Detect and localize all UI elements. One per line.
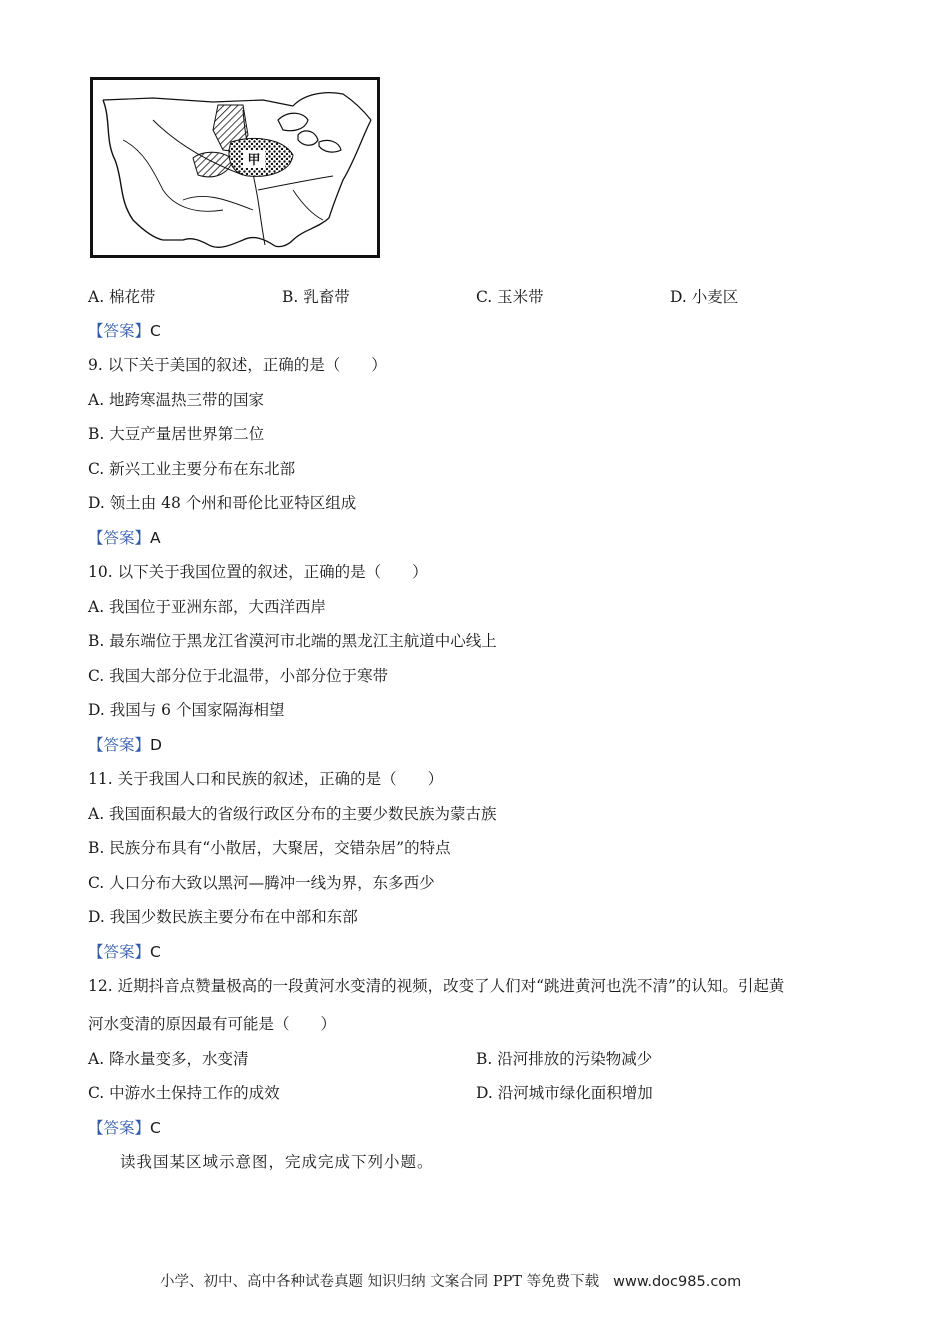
q12-option-b: B. 沿河排放的污染物减少: [476, 1050, 653, 1068]
footer-text: 小学、初中、高中各种试卷真题 知识归纳 文案合同 PPT 等免费下载: [160, 1274, 600, 1290]
answer-tag: 【答案】: [88, 736, 151, 754]
q8-option-a: A. 棉花带: [88, 288, 156, 306]
answer-value: A: [150, 529, 161, 547]
answer-value: D: [150, 736, 162, 754]
q12-option-a: A. 降水量变多，水变清: [88, 1050, 249, 1068]
q9-option-c: C. 新兴工业主要分布在东北部: [88, 460, 296, 478]
q11-option-b: B. 民族分布具有“小散居，大聚居，交错杂居”的特点: [88, 839, 451, 857]
answer-tag: 【答案】: [88, 943, 151, 961]
section-intro: 读我国某区域示意图，完成完成下列小题。: [120, 1153, 434, 1171]
answer-value: C: [150, 322, 161, 340]
page-footer: [160, 1272, 741, 1292]
q10-answer: [88, 735, 162, 755]
q8-answer: [88, 321, 161, 341]
q10-option-b: B. 最东端位于黑龙江省漠河市北端的黑龙江主航道中心线上: [88, 632, 497, 650]
q9-question: 9. 以下关于美国的叙述，正确的是（ ）: [88, 356, 387, 374]
q11-question: 11. 关于我国人口和民族的叙述，正确的是（ ）: [88, 770, 444, 788]
q12-question-line1: 12. 近期抖音点赞量极高的一段黄河水变清的视频，改变了人们对“跳进黄河也洗不清”的认知。引起黄: [88, 977, 785, 995]
q11-option-d: D. 我国少数民族主要分布在中部和东部: [88, 908, 358, 926]
answer-value: C: [150, 943, 161, 961]
q12-option-d: D. 沿河城市绿化面积增加: [476, 1084, 653, 1102]
q12-question-line2: 河水变清的原因最有可能是（ ）: [88, 1015, 337, 1033]
q10-option-c: C. 我国大部分位于北温带，小部分位于寒带: [88, 667, 389, 685]
q10-question: 10. 以下关于我国位置的叙述，正确的是（ ）: [88, 563, 428, 581]
q11-option-c: C. 人口分布大致以黑河—腾冲一线为界，东多西少: [88, 874, 435, 892]
answer-tag: 【答案】: [88, 1119, 151, 1137]
us-agriculture-map: [90, 77, 380, 258]
q12-option-c: C. 中游水土保持工作的成效: [88, 1084, 280, 1102]
q8-option-d: D. 小麦区: [670, 288, 739, 306]
map-label: 甲: [247, 153, 261, 168]
answer-tag: 【答案】: [88, 322, 151, 340]
q11-answer: [88, 942, 161, 962]
q8-option-b: B. 乳畜带: [282, 288, 350, 306]
q11-option-a: A. 我国面积最大的省级行政区分布的主要少数民族为蒙古族: [88, 805, 497, 823]
q12-answer: [88, 1118, 161, 1138]
q9-option-d: D. 领土由 48 个州和哥伦比亚特区组成: [88, 494, 357, 512]
q9-option-b: B. 大豆产量居世界第二位: [88, 425, 265, 443]
q8-option-c: C. 玉米带: [476, 288, 544, 306]
answer-value: C: [150, 1119, 161, 1137]
q10-option-a: A. 我国位于亚洲东部，大西洋西岸: [88, 598, 327, 616]
answer-tag: 【答案】: [88, 529, 151, 547]
q10-option-d: D. 我国与 6 个国家隔海相望: [88, 701, 285, 719]
q9-answer: [88, 528, 161, 548]
map-drawing: [93, 80, 377, 255]
q9-option-a: A. 地跨寒温热三带的国家: [88, 391, 265, 409]
footer-url: www.doc985.com: [613, 1274, 742, 1290]
